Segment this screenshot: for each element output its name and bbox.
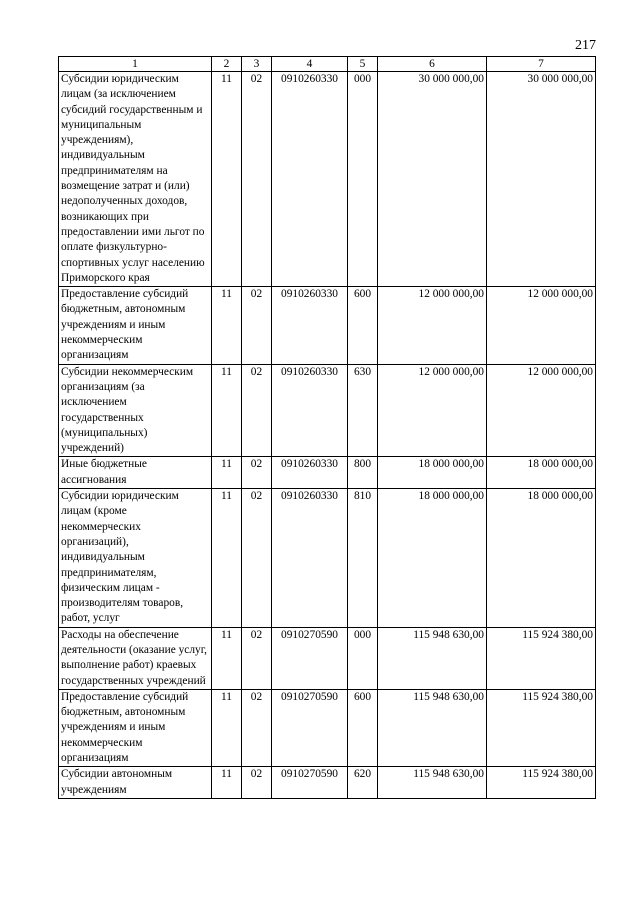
table-row bbox=[59, 364, 596, 457]
row-subsection: 02 bbox=[242, 457, 272, 489]
row-expense-type: 620 bbox=[348, 767, 378, 799]
column-header-1: 1 bbox=[59, 57, 212, 72]
row-target-code: 0910260330 bbox=[272, 72, 348, 287]
row-name: Предоставление субсидий бюджетным, автономным учреждениям и иным некоммерческим организациям bbox=[59, 689, 212, 766]
row-amount-1: 115 948 630,00 bbox=[378, 767, 487, 799]
row-section: 11 bbox=[212, 72, 242, 287]
row-amount-1: 115 948 630,00 bbox=[378, 627, 487, 689]
row-name: Субсидии юридическим лицам (кроме некоммерческих организаций), индивидуальным предпринимателям, физическим лицам - производителям товаров, работ, услуг bbox=[59, 489, 212, 628]
row-subsection: 02 bbox=[242, 287, 272, 364]
row-amount-2: 12 000 000,00 bbox=[487, 287, 596, 364]
row-expense-type: 600 bbox=[348, 689, 378, 766]
budget-table bbox=[58, 56, 596, 799]
column-header-2: 2 bbox=[212, 57, 242, 72]
row-expense-type: 600 bbox=[348, 287, 378, 364]
row-amount-1: 12 000 000,00 bbox=[378, 287, 487, 364]
row-target-code: 0910270590 bbox=[272, 689, 348, 766]
row-name: Субсидии юридическим лицам (за исключением субсидий государственным и муниципальным учреждениям), индивидуальным предпринимателям на возмещение затрат и (или) недополученных доходов, возникающих при предоставлении ими льгот по оплате физкультурно-спортивных услуг населению Приморского края bbox=[59, 72, 212, 287]
row-subsection: 02 bbox=[242, 767, 272, 799]
row-name: Субсидии автономным учреждениям bbox=[59, 767, 212, 799]
row-section: 11 bbox=[212, 457, 242, 489]
row-subsection: 02 bbox=[242, 627, 272, 689]
page-number: 217 bbox=[575, 38, 596, 53]
row-expense-type: 000 bbox=[348, 72, 378, 287]
column-header-7: 7 bbox=[487, 57, 596, 72]
column-header-3: 3 bbox=[242, 57, 272, 72]
row-name: Расходы на обеспечение деятельности (оказание услуг, выполнение работ) краевых государственных учреждений bbox=[59, 627, 212, 689]
row-name: Предоставление субсидий бюджетным, автономным учреждениям и иным некоммерческим организациям bbox=[59, 287, 212, 364]
row-subsection: 02 bbox=[242, 689, 272, 766]
row-amount-1: 12 000 000,00 bbox=[378, 364, 487, 457]
row-target-code: 0910270590 bbox=[272, 627, 348, 689]
row-section: 11 bbox=[212, 767, 242, 799]
table-row bbox=[59, 72, 596, 287]
row-amount-2: 18 000 000,00 bbox=[487, 489, 596, 628]
table-row bbox=[59, 627, 596, 689]
row-amount-1: 18 000 000,00 bbox=[378, 489, 487, 628]
row-subsection: 02 bbox=[242, 364, 272, 457]
row-subsection: 02 bbox=[242, 489, 272, 628]
row-expense-type: 630 bbox=[348, 364, 378, 457]
row-amount-2: 18 000 000,00 bbox=[487, 457, 596, 489]
row-section: 11 bbox=[212, 489, 242, 628]
row-section: 11 bbox=[212, 689, 242, 766]
row-amount-2: 115 924 380,00 bbox=[487, 689, 596, 766]
table-row bbox=[59, 689, 596, 766]
row-target-code: 0910260330 bbox=[272, 364, 348, 457]
row-amount-2: 12 000 000,00 bbox=[487, 364, 596, 457]
row-target-code: 0910260330 bbox=[272, 489, 348, 628]
row-amount-2: 115 924 380,00 bbox=[487, 627, 596, 689]
row-amount-2: 115 924 380,00 bbox=[487, 767, 596, 799]
row-section: 11 bbox=[212, 287, 242, 364]
row-target-code: 0910260330 bbox=[272, 457, 348, 489]
column-header-5: 5 bbox=[348, 57, 378, 72]
header-row bbox=[59, 57, 596, 72]
row-expense-type: 810 bbox=[348, 489, 378, 628]
row-amount-1: 30 000 000,00 bbox=[378, 72, 487, 287]
row-name: Субсидии некоммерческим организациям (за исключением государственных (муниципальных) учреждений) bbox=[59, 364, 212, 457]
table-row bbox=[59, 457, 596, 489]
table-row bbox=[59, 489, 596, 628]
column-header-6: 6 bbox=[378, 57, 487, 72]
row-expense-type: 000 bbox=[348, 627, 378, 689]
row-amount-1: 18 000 000,00 bbox=[378, 457, 487, 489]
row-section: 11 bbox=[212, 627, 242, 689]
row-target-code: 0910270590 bbox=[272, 767, 348, 799]
column-header-4: 4 bbox=[272, 57, 348, 72]
row-subsection: 02 bbox=[242, 72, 272, 287]
row-expense-type: 800 bbox=[348, 457, 378, 489]
row-amount-1: 115 948 630,00 bbox=[378, 689, 487, 766]
table-row bbox=[59, 767, 596, 799]
row-amount-2: 30 000 000,00 bbox=[487, 72, 596, 287]
row-name: Иные бюджетные ассигнования bbox=[59, 457, 212, 489]
row-target-code: 0910260330 bbox=[272, 287, 348, 364]
table-row bbox=[59, 287, 596, 364]
row-section: 11 bbox=[212, 364, 242, 457]
